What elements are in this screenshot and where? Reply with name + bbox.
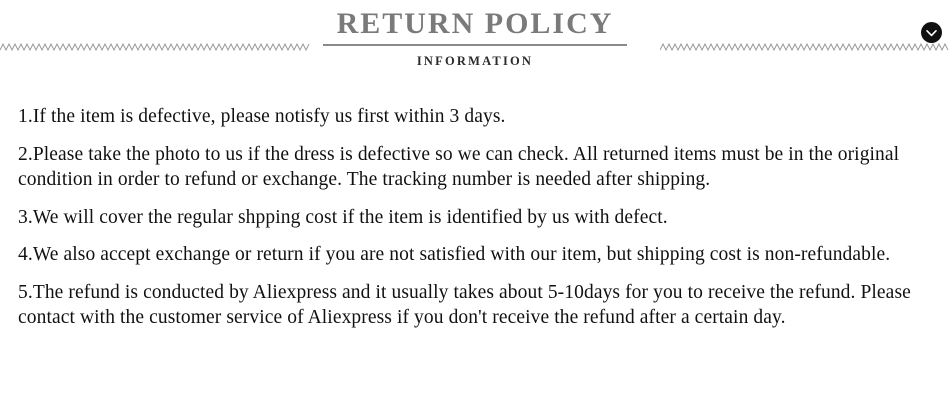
page-subtitle: INFORMATION (416, 53, 534, 68)
title-block (0, 8, 950, 69)
policy-content (0, 78, 950, 331)
page-title: RETURN POLICY (323, 8, 628, 46)
policy-item: 4.We also accept exchange or return if you are not satisfied with our item, but shipping cost is non-refundable. (18, 244, 891, 265)
policy-item: 3.We will cover the regular shpping cost if the item is identified by us with defect. (18, 206, 668, 228)
policy-item: 2.Please take the photo to us if the dress is defective so we can check. All returned items must be in the original condition in order to refund or exchange. The tracking number is needed after shipping. (18, 143, 900, 190)
policy-item: 5.The refund is conducted by Aliexpress and it usually takes about 5-10days for you to receive the refund. Please contact with the customer service of Aliexpress if you don't receive the refund after a certain day. (18, 281, 911, 328)
policy-item: 1.If the item is defective, please notisfy us first within 3 days. (18, 106, 506, 127)
chevron-down-icon[interactable] (921, 22, 942, 43)
page-header (0, 0, 950, 78)
